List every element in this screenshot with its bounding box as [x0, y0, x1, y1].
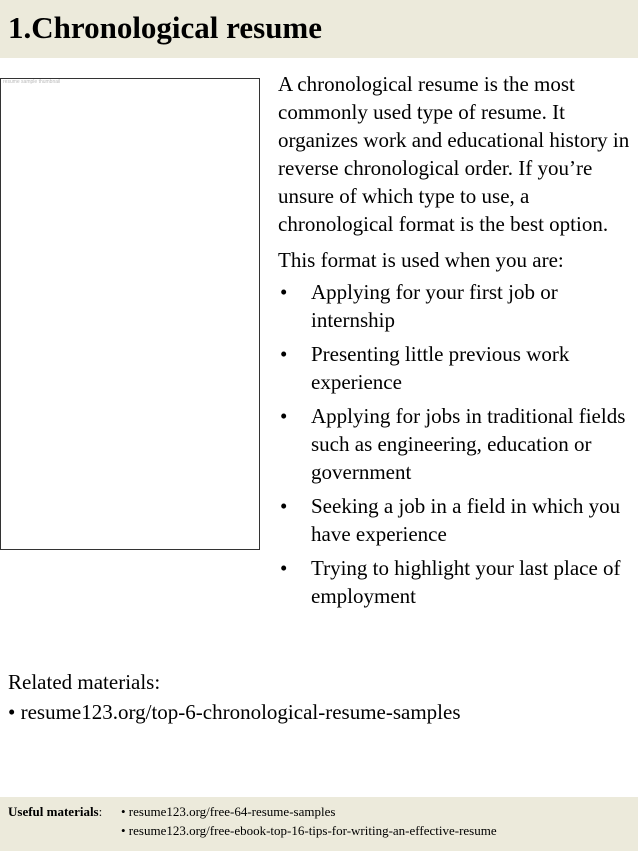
intro-paragraph: A chronological resume is the most commonly used type of resume. It organizes work and educational history in reverse chronological order. If you’re unsure of which type to use, a chronological format is the best option. — [278, 72, 630, 236]
bullet-icon: • — [280, 280, 288, 304]
bullet-icon: • — [280, 556, 288, 580]
list-item — [278, 278, 633, 334]
related-link[interactable]: • resume123.org/top-6-chronological-resume-samples — [8, 700, 461, 724]
image-caption: resume sample thumbnail — [3, 79, 61, 85]
list-item — [278, 402, 633, 486]
footer-links — [121, 802, 497, 840]
description-column — [278, 70, 633, 616]
list-item — [278, 492, 633, 548]
list-item-text: Presenting little previous work experience — [311, 342, 570, 394]
footer-label-separator: : — [98, 804, 103, 819]
title-bar — [0, 0, 638, 58]
footer-link[interactable]: • resume123.org/free-ebook-top-16-tips-for-writing-an-effective-resume — [121, 823, 497, 838]
resume-image-placeholder — [0, 78, 260, 550]
list-item-text: Applying for your first job or internship — [311, 280, 558, 332]
list-item-text: Trying to highlight your last place of employment — [311, 556, 621, 608]
list-item-text: Applying for jobs in traditional fields such as engineering, education or government — [311, 404, 626, 484]
related-materials — [8, 667, 628, 727]
list-item-text: Seeking a job in a field in which you have experience — [311, 494, 621, 546]
list-item — [278, 340, 633, 396]
bullet-icon: • — [280, 494, 288, 518]
footer-label — [8, 802, 102, 821]
footer-label-text: Useful materials — [8, 804, 99, 819]
list-item — [278, 554, 633, 610]
footer-link[interactable]: • resume123.org/free-64-resume-samples — [121, 804, 336, 819]
page-title: 1.Chronological resume — [8, 10, 323, 45]
bullet-icon: • — [280, 404, 288, 428]
usage-list — [278, 278, 633, 610]
footer-bar — [0, 797, 638, 851]
usage-lead: This format is used when you are: — [278, 248, 564, 272]
bullet-icon: • — [280, 342, 288, 366]
related-heading: Related materials: — [8, 670, 161, 694]
